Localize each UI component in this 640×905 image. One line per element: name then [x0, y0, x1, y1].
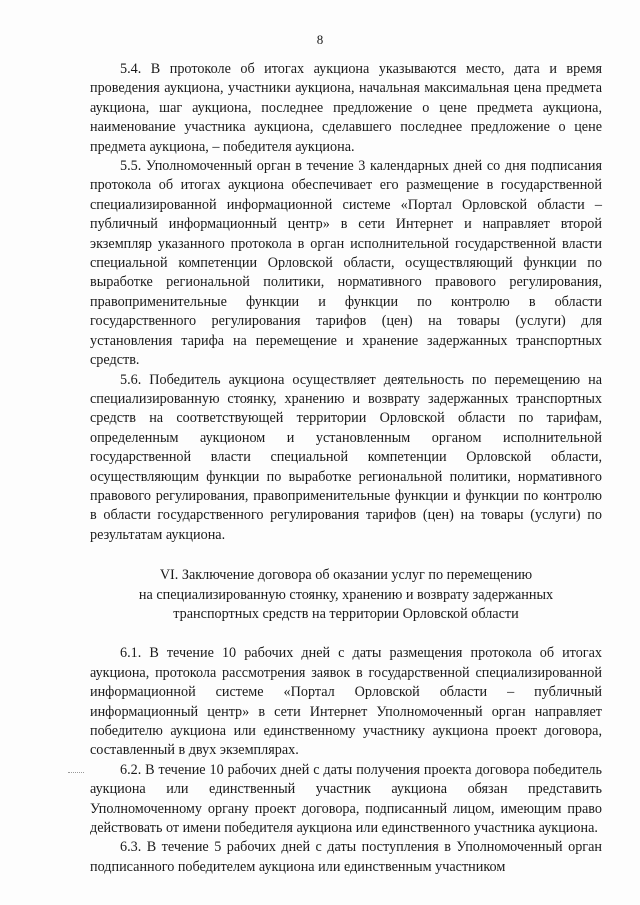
- paragraph-6-2: 6.2. В течение 10 рабочих дней с даты получения проекта договора победитель аукциона или единственный участник аукциона обязан представить Уполномоченному органу проект договора, подписанный лицом, имеющим право действовать от имени победителя аукциона или единственного участника аукциона.: [90, 761, 602, 837]
- section-heading-line-3: транспортных средств на территории Орловской области: [173, 605, 519, 622]
- section-heading: [90, 566, 602, 624]
- document-body: [90, 60, 602, 877]
- paragraph-5-6: 5.6. Победитель аукциона осуществляет деятельность по перемещению на специализированную стоянку, хранению и возврату задержанных транспортных средств на соответствующей территории Орловской области по тарифам, определенным аукционом и установленным органом исполнительной государственной власти специальной компетенции Орловской области, осуществляющим функции по выработке региональной политики, нормативного правового регулирования, правоприменительные функции и функции по контролю в области государственного регулирования тарифов (цен) на товары (услуги) по результатам аукциона.: [90, 371, 602, 543]
- section-heading-line-2: на специализированную стоянку, хранению и возврату задержанных: [138, 586, 554, 603]
- paragraph-5-4: 5.4. В протоколе об итогах аукциона указываются место, дата и время проведения аукциона, участники аукциона, начальная максимальная цена предмета аукциона, шаг аукциона, последнее предложение о цене предмета аукциона, наименование участника аукциона, сделавшего последнее предложение о цене предмета аукциона, – победителя аукциона.: [90, 61, 602, 155]
- section-heading-line-1: VI. Заключение договора об оказании услуг по перемещению: [159, 567, 533, 584]
- margin-mark: [68, 772, 84, 773]
- page-number: 8: [316, 32, 324, 47]
- paragraph-6-3: 6.3. В течение 5 рабочих дней с даты поступления в Уполномоченный орган подписанного победителем аукциона или единственным участником: [90, 839, 602, 875]
- paragraph-6-1: 6.1. В течение 10 рабочих дней с даты размещения протокола об итогах аукциона, протокола рассмотрения заявок в государственной специализированной информационной системе «Портал Орловской области – публичный информационный центр» в сети Интернет Уполномоченный орган направляет победителю аукциона или единственному участнику аукциона проект договора, составленный в двух экземплярах.: [90, 645, 602, 759]
- paragraph-5-5: 5.5. Уполномоченный орган в течение 3 календарных дней со дня подписания протокола об итогах аукциона обеспечивает его размещение в государственной специализированной информационной системе «Портал Орловской области – публичный информационный центр» в сети Интернет и направляет второй экземпляр указанного протокола в орган исполнительной государственной власти специальной компетенции Орловской области, осуществляющий функции по выработке региональной политики, нормативного правового регулирования, правоприменительные функции и функции по контролю в области государственного регулирования тарифов (цен) на товары (услуги) для установления тарифа на перемещение и хранение задержанных транспортных средств.: [90, 158, 602, 369]
